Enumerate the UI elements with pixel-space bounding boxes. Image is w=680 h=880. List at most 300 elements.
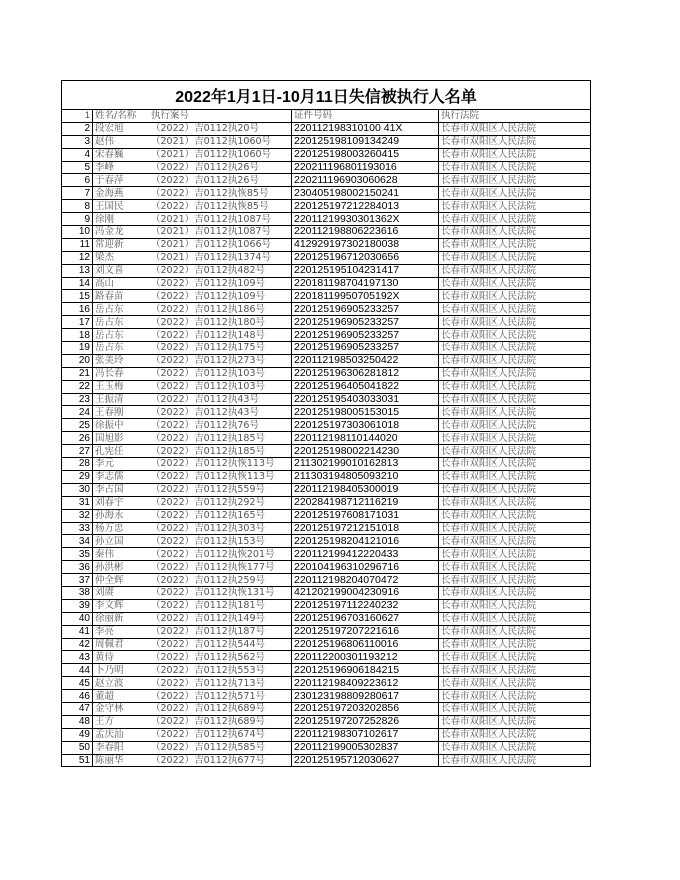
- name-cell: 金守林: [93, 702, 150, 715]
- id-cell: 220125196905233257: [292, 329, 439, 342]
- court-cell: 长春市双阳区人民法院: [439, 741, 591, 754]
- blacklist-table: [61, 110, 591, 767]
- case-cell: （2022）吉0112执553号: [149, 664, 292, 677]
- name-cell: 董超: [93, 690, 150, 703]
- name-cell: 冯长春: [93, 367, 150, 380]
- table-row: [62, 238, 591, 251]
- table-row: [62, 419, 591, 432]
- court-cell: 长春市双阳区人民法院: [439, 342, 591, 355]
- spreadsheet: [61, 80, 591, 767]
- table-row: [62, 535, 591, 548]
- court-cell: 长春市双阳区人民法院: [439, 213, 591, 226]
- table-row: [62, 548, 591, 561]
- name-cell: 宋春巍: [93, 148, 150, 161]
- name-cell: 李峰: [93, 161, 150, 174]
- name-cell: 王玉梅: [93, 380, 150, 393]
- court-cell: 长春市双阳区人民法院: [439, 329, 591, 342]
- name-cell: 段宏旭: [93, 122, 150, 135]
- table-row: [62, 161, 591, 174]
- name-cell: 王振清: [93, 393, 150, 406]
- row-number: 7: [62, 187, 93, 200]
- court-cell: 长春市双阳区人民法院: [439, 174, 591, 187]
- id-cell: 220125197212151018: [292, 522, 439, 535]
- table-row: [62, 354, 591, 367]
- case-cell: （2022）吉0112执562号: [149, 651, 292, 664]
- name-cell: 高山: [93, 277, 150, 290]
- court-cell: 长春市双阳区人民法院: [439, 664, 591, 677]
- id-cell: 220181198704197130: [292, 277, 439, 290]
- id-cell: 220125196703160627: [292, 612, 439, 625]
- name-cell: 李占国: [93, 483, 150, 496]
- case-cell: （2022）吉0112执180号: [149, 316, 292, 329]
- name-cell: 秦伟: [93, 548, 150, 561]
- name-cell: 孔宪任: [93, 445, 150, 458]
- id-cell: 230123198809280617: [292, 690, 439, 703]
- id-cell: 220125196905233257: [292, 316, 439, 329]
- table-row: [62, 122, 591, 135]
- row-number: 43: [62, 651, 93, 664]
- table-row: [62, 303, 591, 316]
- name-cell: 徐丽新: [93, 612, 150, 625]
- name-cell: 岳占东: [93, 303, 150, 316]
- row-number: 49: [62, 728, 93, 741]
- id-cell: 220112199005302837: [292, 741, 439, 754]
- row-number: 26: [62, 432, 93, 445]
- table-row: [62, 561, 591, 574]
- name-cell: 徐刚: [93, 213, 150, 226]
- case-cell: （2021）吉0112执1060号: [149, 135, 292, 148]
- court-cell: 长春市双阳区人民法院: [439, 135, 591, 148]
- table-row: [62, 586, 591, 599]
- name-cell: 冯金龙: [93, 226, 150, 239]
- row-number: 2: [62, 122, 93, 135]
- table-row: [62, 316, 591, 329]
- name-cell: 岳占东: [93, 329, 150, 342]
- case-cell: （2022）吉0112执103号: [149, 367, 292, 380]
- table-row: [62, 741, 591, 754]
- case-cell: （2022）吉0112执713号: [149, 677, 292, 690]
- case-cell: （2022）吉0112执恢201号: [149, 548, 292, 561]
- table-row: [62, 290, 591, 303]
- id-cell: 220112198204070472: [292, 574, 439, 587]
- id-cell: 230405198002150241: [292, 187, 439, 200]
- id-cell: 220125195712030627: [292, 754, 439, 767]
- court-cell: 长春市双阳区人民法院: [439, 316, 591, 329]
- court-cell: 长春市双阳区人民法院: [439, 548, 591, 561]
- table-row: [62, 380, 591, 393]
- court-cell: 长春市双阳区人民法院: [439, 380, 591, 393]
- case-cell: （2022）吉0112执585号: [149, 741, 292, 754]
- court-cell: 长春市双阳区人民法院: [439, 226, 591, 239]
- table-row: [62, 715, 591, 728]
- id-cell: 220112198503250422: [292, 354, 439, 367]
- table-row: [62, 445, 591, 458]
- case-cell: （2022）吉0112执165号: [149, 509, 292, 522]
- court-cell: 长春市双阳区人民法院: [439, 586, 591, 599]
- case-cell: （2022）吉0112执175号: [149, 342, 292, 355]
- row-number: 14: [62, 277, 93, 290]
- row-number: 42: [62, 638, 93, 651]
- row-number: 46: [62, 690, 93, 703]
- table-row: [62, 470, 591, 483]
- row-number: 20: [62, 354, 93, 367]
- case-cell: （2021）吉0112执1087号: [149, 213, 292, 226]
- table-row: [62, 599, 591, 612]
- court-cell: 长春市双阳区人民法院: [439, 445, 591, 458]
- row-number: 15: [62, 290, 93, 303]
- table-row: [62, 483, 591, 496]
- court-cell: 长春市双阳区人民法院: [439, 612, 591, 625]
- header-case: 执行案号: [149, 110, 292, 122]
- case-cell: （2022）吉0112执559号: [149, 483, 292, 496]
- name-cell: 孙洪彬: [93, 561, 150, 574]
- court-cell: 长春市双阳区人民法院: [439, 535, 591, 548]
- row-number: 12: [62, 251, 93, 264]
- row-number: 45: [62, 677, 93, 690]
- case-cell: （2022）吉0112执109号: [149, 290, 292, 303]
- table-row: [62, 651, 591, 664]
- case-cell: （2022）吉0112执677号: [149, 754, 292, 767]
- court-cell: 长春市双阳区人民法院: [439, 715, 591, 728]
- id-cell: 220125195104231417: [292, 264, 439, 277]
- id-cell: 220125196806110016: [292, 638, 439, 651]
- court-cell: 长春市双阳区人民法院: [439, 574, 591, 587]
- name-cell: 李元: [93, 458, 150, 471]
- id-cell: 220104196310296716: [292, 561, 439, 574]
- court-cell: 长春市双阳区人民法院: [439, 367, 591, 380]
- court-cell: 长春市双阳区人民法院: [439, 599, 591, 612]
- table-row: [62, 148, 591, 161]
- name-cell: 赵伟: [93, 135, 150, 148]
- row-number: 8: [62, 200, 93, 213]
- name-cell: 李志儒: [93, 470, 150, 483]
- row-number: 39: [62, 599, 93, 612]
- id-cell: 421202199004230916: [292, 586, 439, 599]
- name-cell: 黄侍: [93, 651, 150, 664]
- table-row: [62, 625, 591, 638]
- row-number: 9: [62, 213, 93, 226]
- id-cell: 220125196712030656: [292, 251, 439, 264]
- table-row: [62, 638, 591, 651]
- court-cell: 长春市双阳区人民法院: [439, 496, 591, 509]
- id-cell: 220112198110144020: [292, 432, 439, 445]
- row-number: 37: [62, 574, 93, 587]
- row-number: 1: [62, 110, 93, 122]
- title-row: [61, 80, 591, 110]
- id-cell: 220125196906184215: [292, 664, 439, 677]
- table-row: [62, 342, 591, 355]
- case-cell: （2022）吉0112执109号: [149, 277, 292, 290]
- id-cell: 220284198712116219: [292, 496, 439, 509]
- name-cell: 陈丽华: [93, 754, 150, 767]
- case-cell: （2022）吉0112执303号: [149, 522, 292, 535]
- case-cell: （2022）吉0112执181号: [149, 599, 292, 612]
- row-number: 18: [62, 329, 93, 342]
- id-cell: 220125198109134249: [292, 135, 439, 148]
- id-cell: 220211196903060628: [292, 174, 439, 187]
- row-number: 31: [62, 496, 93, 509]
- id-cell: 22018119950705192X: [292, 290, 439, 303]
- case-cell: （2022）吉0112执恢113号: [149, 470, 292, 483]
- court-cell: 长春市双阳区人民法院: [439, 638, 591, 651]
- table-row: [62, 754, 591, 767]
- table-row: [62, 135, 591, 148]
- header-name: 姓名/名称: [93, 110, 150, 122]
- court-cell: 长春市双阳区人民法院: [439, 470, 591, 483]
- case-cell: （2021）吉0112执1087号: [149, 226, 292, 239]
- court-cell: 长春市双阳区人民法院: [439, 509, 591, 522]
- court-cell: 长春市双阳区人民法院: [439, 406, 591, 419]
- name-cell: 周佩君: [93, 638, 150, 651]
- header-court: 执行法院: [439, 110, 591, 122]
- case-cell: （2021）吉0112执1060号: [149, 148, 292, 161]
- row-number: 51: [62, 754, 93, 767]
- row-number: 24: [62, 406, 93, 419]
- court-cell: 长春市双阳区人民法院: [439, 277, 591, 290]
- id-cell: 220125198204121016: [292, 535, 439, 548]
- case-cell: （2021）吉0112执1374号: [149, 251, 292, 264]
- table-row: [62, 213, 591, 226]
- name-cell: 孟庆汕: [93, 728, 150, 741]
- court-cell: 长春市双阳区人民法院: [439, 458, 591, 471]
- table-row: [62, 226, 591, 239]
- table-row: [62, 187, 591, 200]
- name-cell: 刘文喜: [93, 264, 150, 277]
- id-cell: 220125198003260415: [292, 148, 439, 161]
- court-cell: 长春市双阳区人民法院: [439, 754, 591, 767]
- id-cell: 22011219930301362X: [292, 213, 439, 226]
- id-cell: 211302199010162813: [292, 458, 439, 471]
- table-row: [62, 522, 591, 535]
- court-cell: 长春市双阳区人民法院: [439, 702, 591, 715]
- case-cell: （2022）吉0112执273号: [149, 354, 292, 367]
- case-cell: （2022）吉0112执43号: [149, 406, 292, 419]
- table-row: [62, 509, 591, 522]
- id-cell: 220125197207252826: [292, 715, 439, 728]
- row-number: 36: [62, 561, 93, 574]
- name-cell: 孙立国: [93, 535, 150, 548]
- row-number: 22: [62, 380, 93, 393]
- name-cell: 徐振中: [93, 419, 150, 432]
- name-cell: 岳占东: [93, 316, 150, 329]
- row-number: 47: [62, 702, 93, 715]
- case-cell: （2022）吉0112执674号: [149, 728, 292, 741]
- case-cell: （2022）吉0112执689号: [149, 715, 292, 728]
- case-cell: （2022）吉0112执186号: [149, 303, 292, 316]
- table-row: [62, 174, 591, 187]
- id-cell: 220112198310100 41X: [292, 122, 439, 135]
- row-number: 6: [62, 174, 93, 187]
- case-cell: （2022）吉0112执292号: [149, 496, 292, 509]
- table-row: [62, 251, 591, 264]
- name-cell: 李文辉: [93, 599, 150, 612]
- row-number: 25: [62, 419, 93, 432]
- table-row: [62, 329, 591, 342]
- court-cell: 长春市双阳区人民法院: [439, 432, 591, 445]
- table-row: [62, 367, 591, 380]
- case-cell: （2022）吉0112执148号: [149, 329, 292, 342]
- table-row: [62, 432, 591, 445]
- name-cell: 金海燕: [93, 187, 150, 200]
- court-cell: 长春市双阳区人民法院: [439, 651, 591, 664]
- id-cell: 220125196905233257: [292, 342, 439, 355]
- case-cell: （2022）吉0112执恢113号: [149, 458, 292, 471]
- court-cell: 长春市双阳区人民法院: [439, 728, 591, 741]
- row-number: 3: [62, 135, 93, 148]
- case-cell: （2022）吉0112执544号: [149, 638, 292, 651]
- table-row: [62, 728, 591, 741]
- id-cell: 220125197212284013: [292, 200, 439, 213]
- court-cell: 长春市双阳区人民法院: [439, 561, 591, 574]
- row-number: 38: [62, 586, 93, 599]
- id-cell: 220125196306281812: [292, 367, 439, 380]
- id-cell: 220125196905233257: [292, 303, 439, 316]
- name-cell: 刘春宇: [93, 496, 150, 509]
- row-number: 35: [62, 548, 93, 561]
- table-row: [62, 702, 591, 715]
- id-cell: 220112198307102617: [292, 728, 439, 741]
- case-cell: （2022）吉0112执43号: [149, 393, 292, 406]
- court-cell: 长春市双阳区人民法院: [439, 625, 591, 638]
- court-cell: 长春市双阳区人民法院: [439, 290, 591, 303]
- row-number: 33: [62, 522, 93, 535]
- id-cell: 220211196801193016: [292, 161, 439, 174]
- id-cell: 412929197302180038: [292, 238, 439, 251]
- row-number: 19: [62, 342, 93, 355]
- table-row: [62, 200, 591, 213]
- table-row: [62, 574, 591, 587]
- row-number: 29: [62, 470, 93, 483]
- row-number: 34: [62, 535, 93, 548]
- id-cell: 220112198409223612: [292, 677, 439, 690]
- court-cell: 长春市双阳区人民法院: [439, 393, 591, 406]
- row-number: 16: [62, 303, 93, 316]
- header-id: 证件号码: [292, 110, 439, 122]
- name-cell: 张美玲: [93, 354, 150, 367]
- row-number: 10: [62, 226, 93, 239]
- case-cell: （2022）吉0112执259号: [149, 574, 292, 587]
- case-cell: （2022）吉0112执103号: [149, 380, 292, 393]
- row-number: 17: [62, 316, 93, 329]
- row-number: 23: [62, 393, 93, 406]
- case-cell: （2022）吉0112执571号: [149, 690, 292, 703]
- id-cell: 220125197303061018: [292, 419, 439, 432]
- name-cell: 李亮: [93, 625, 150, 638]
- table-row: [62, 612, 591, 625]
- court-cell: 长春市双阳区人民法院: [439, 354, 591, 367]
- name-cell: 于春萍: [93, 174, 150, 187]
- case-cell: （2021）吉0112执1066号: [149, 238, 292, 251]
- name-cell: 王方: [93, 715, 150, 728]
- name-cell: 孙海永: [93, 509, 150, 522]
- name-cell: 岳占东: [93, 342, 150, 355]
- case-cell: （2022）吉0112执恢131号: [149, 586, 292, 599]
- id-cell: 220112200301193212: [292, 651, 439, 664]
- name-cell: 刘赓: [93, 586, 150, 599]
- row-number: 13: [62, 264, 93, 277]
- case-cell: （2022）吉0112执482号: [149, 264, 292, 277]
- court-cell: 长春市双阳区人民法院: [439, 522, 591, 535]
- court-cell: 长春市双阳区人民法院: [439, 677, 591, 690]
- court-cell: 长春市双阳区人民法院: [439, 303, 591, 316]
- case-cell: （2022）吉0112执20号: [149, 122, 292, 135]
- id-cell: 220125197608171031: [292, 509, 439, 522]
- name-cell: 仲全辉: [93, 574, 150, 587]
- id-cell: 211303194805093210: [292, 470, 439, 483]
- name-cell: 国旭影: [93, 432, 150, 445]
- row-number: 41: [62, 625, 93, 638]
- court-cell: 长春市双阳区人民法院: [439, 483, 591, 496]
- name-cell: 杨万忠: [93, 522, 150, 535]
- case-cell: （2022）吉0112执26号: [149, 174, 292, 187]
- case-cell: （2022）吉0112执恢177号: [149, 561, 292, 574]
- id-cell: 220125197112240232: [292, 599, 439, 612]
- row-number: 48: [62, 715, 93, 728]
- table-row: [62, 277, 591, 290]
- id-cell: 220125198005153015: [292, 406, 439, 419]
- table-row: [62, 264, 591, 277]
- row-number: 27: [62, 445, 93, 458]
- table-row: [62, 677, 591, 690]
- court-cell: 长春市双阳区人民法院: [439, 200, 591, 213]
- id-cell: 220125196405041822: [292, 380, 439, 393]
- row-number: 30: [62, 483, 93, 496]
- table-row: [62, 406, 591, 419]
- name-cell: 赵立波: [93, 677, 150, 690]
- case-cell: （2022）吉0112执26号: [149, 161, 292, 174]
- court-cell: 长春市双阳区人民法院: [439, 187, 591, 200]
- case-cell: （2022）吉0112执76号: [149, 419, 292, 432]
- court-cell: 长春市双阳区人民法院: [439, 690, 591, 703]
- case-cell: （2022）吉0112执恢85号: [149, 200, 292, 213]
- row-number: 4: [62, 148, 93, 161]
- row-number: 44: [62, 664, 93, 677]
- court-cell: 长春市双阳区人民法院: [439, 419, 591, 432]
- id-cell: 220125195403033031: [292, 393, 439, 406]
- name-cell: 梁杰: [93, 251, 150, 264]
- name-cell: 王春刚: [93, 406, 150, 419]
- table-row: [62, 393, 591, 406]
- case-cell: （2022）吉0112执149号: [149, 612, 292, 625]
- court-cell: 长春市双阳区人民法院: [439, 251, 591, 264]
- court-cell: 长春市双阳区人民法院: [439, 148, 591, 161]
- id-cell: 220125197203202856: [292, 702, 439, 715]
- court-cell: 长春市双阳区人民法院: [439, 161, 591, 174]
- name-cell: 常迎新: [93, 238, 150, 251]
- page-title: 2022年1月1日-10月11日失信被执行人名单: [175, 88, 477, 106]
- case-cell: （2022）吉0112执185号: [149, 445, 292, 458]
- name-cell: 王国民: [93, 200, 150, 213]
- case-cell: （2022）吉0112执187号: [149, 625, 292, 638]
- court-cell: 长春市双阳区人民法院: [439, 122, 591, 135]
- row-number: 21: [62, 367, 93, 380]
- row-number: 11: [62, 238, 93, 251]
- case-cell: （2022）吉0112执恢85号: [149, 187, 292, 200]
- id-cell: 220112198806223616: [292, 226, 439, 239]
- table-row: [62, 664, 591, 677]
- case-cell: （2022）吉0112执185号: [149, 432, 292, 445]
- row-number: 32: [62, 509, 93, 522]
- id-cell: 220112199412220433: [292, 548, 439, 561]
- name-cell: 李春阳: [93, 741, 150, 754]
- court-cell: 长春市双阳区人民法院: [439, 264, 591, 277]
- court-cell: 长春市双阳区人民法院: [439, 238, 591, 251]
- id-cell: 220125198002214230: [292, 445, 439, 458]
- row-number: 28: [62, 458, 93, 471]
- header-row: [62, 110, 591, 122]
- id-cell: 220125197207221616: [292, 625, 439, 638]
- name-cell: 卜乃明: [93, 664, 150, 677]
